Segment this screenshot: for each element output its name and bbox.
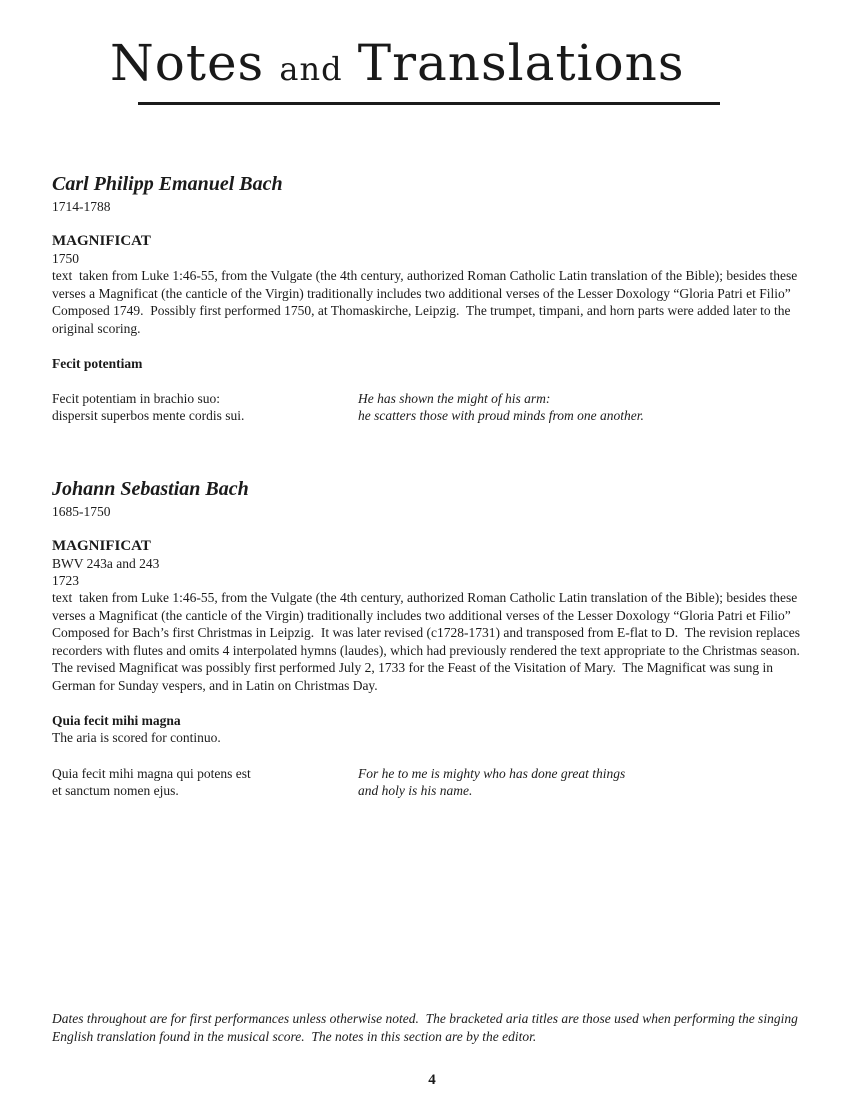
- translation-couplet: [52, 765, 812, 799]
- page-title: [110, 34, 685, 92]
- english-translation-column: [358, 390, 812, 424]
- page-title-word-and: and: [279, 50, 343, 88]
- composer-name: Carl Philipp Emanuel Bach: [52, 173, 283, 195]
- composer-name: Johann Sebastian Bach: [52, 478, 249, 500]
- latin-text-column: [52, 765, 358, 799]
- section-js-bach: [52, 477, 812, 799]
- section-cpe-bach: [52, 172, 812, 424]
- work-title: MAGNIFICAT: [52, 538, 151, 554]
- performance-notes: Composed for Bach’s first Christmas in Leipzig. It was later revised (c1728-1731) and transposed from E-flat to D. The revision replaces recorders with flutes and omits 4 interpolated hymns (laudes), which had previously rendered the text appropriate to the Christmas season. The revised Magnificat was possibly first performed July 2, 1733 for the Feast of the Visitation of Mary. The Magnificat was sung in German for Sunday vespers, and in Latin on Christmas Day.: [52, 625, 807, 693]
- english-line: He has shown the might of his arm:: [358, 391, 551, 406]
- text-source-note: text taken from Luke 1:46-55, from the Vulgate (the 4th century, authorized Roman Catholic Latin translation of the Bible); besides these verses a Magnificat (the canticle of the Virgin) traditionally includes two additional verses of the Lesser Doxology “Gloria Patri et Filio”: [52, 268, 801, 301]
- page-title-word-notes: Notes: [110, 34, 265, 92]
- text-source-note: text taken from Luke 1:46-55, from the Vulgate (the 4th century, authorized Roman Catholic Latin translation of the Bible); besides these verses a Magnificat (the canticle of the Virgin) traditionally includes two additional verses of the Lesser Doxology “Gloria Patri et Filio”: [52, 590, 801, 623]
- english-translation-column: [358, 765, 812, 799]
- aria-title: Quia fecit mihi magna: [52, 713, 181, 728]
- work-title: MAGNIFICAT: [52, 233, 151, 249]
- performance-notes: Composed 1749. Possibly first performed 1750, at Thomaskirche, Leipzig. The trumpet, timpani, and horn parts were added later to the original scoring.: [52, 303, 794, 336]
- latin-line: Fecit potentiam in brachio suo:: [52, 391, 220, 406]
- editor-footnote: Dates throughout are for first performances unless otherwise noted. The bracketed aria titles are those used when performing the singing English translation found in the musical score. The notes in this section are by the editor.: [52, 1011, 802, 1044]
- title-underline-rule: [138, 102, 720, 105]
- composer-dates: 1714-1788: [52, 199, 111, 214]
- page-title-word-translations: Translations: [357, 34, 685, 92]
- composer-dates: 1685-1750: [52, 504, 111, 519]
- english-line: For he to me is mighty who has done great things: [358, 765, 626, 781]
- latin-line: et sanctum nomen ejus.: [52, 782, 179, 798]
- work-year: 1723: [52, 573, 79, 588]
- aria-title: Fecit potentiam: [52, 356, 143, 371]
- latin-line: Quia fecit mihi magna qui potens est: [52, 765, 251, 781]
- latin-line: dispersit superbos mente cordis sui.: [52, 408, 245, 423]
- latin-text-column: [52, 390, 358, 424]
- translation-couplet: [52, 390, 812, 424]
- aria-scoring-note: The aria is scored for continuo.: [52, 730, 221, 745]
- work-year: 1750: [52, 251, 79, 266]
- page-number: 4: [428, 1072, 436, 1088]
- english-line: and holy is his name.: [358, 782, 473, 798]
- work-catalog-number: BWV 243a and 243: [52, 556, 160, 571]
- english-line: he scatters those with proud minds from one another.: [358, 408, 644, 423]
